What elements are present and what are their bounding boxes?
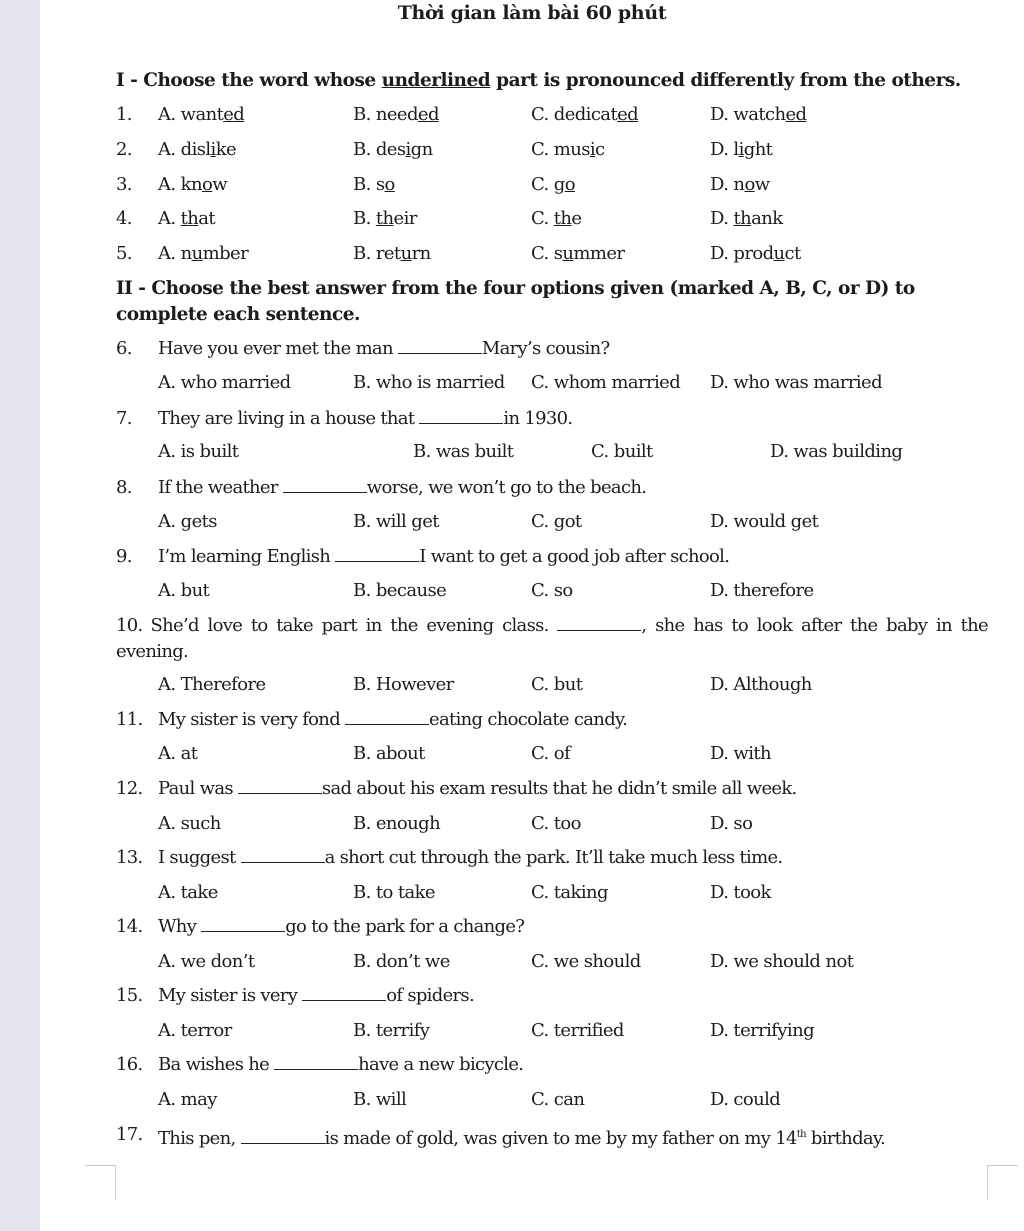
answer-option[interactable]: B. enough — [353, 813, 441, 834]
answer-option[interactable]: C. too — [531, 813, 581, 834]
viewer-left-margin — [0, 0, 40, 1231]
question-text-part: , she has to look after the baby in the evening. — [116, 615, 988, 662]
underlined-part: u — [773, 243, 785, 264]
answer-option[interactable]: B. was built — [413, 441, 514, 462]
question-text-part: Have you ever met the man — [158, 338, 398, 359]
underlined-part: i — [405, 139, 411, 160]
question-text — [158, 707, 627, 732]
question-text-part: Ba wishes he — [158, 1054, 275, 1075]
answer-option[interactable]: D. took — [710, 882, 771, 903]
underlined-part: th — [553, 208, 572, 229]
answer-blank[interactable] — [201, 917, 285, 932]
section-1-heading: I - Choose the word whose underlined part is pronounced differently from the others. — [116, 70, 961, 91]
answer-option[interactable] — [531, 172, 575, 197]
answer-option[interactable]: D. with — [710, 743, 772, 764]
option-text: A. — [158, 208, 181, 229]
answer-option[interactable]: D. was building — [770, 441, 903, 462]
option-text: C. — [531, 208, 554, 229]
option-text: at — [198, 208, 216, 229]
option-text: A. n — [158, 243, 192, 264]
option-text: D. prod — [710, 243, 774, 264]
answer-option[interactable]: C. so — [531, 580, 573, 601]
option-text: ank — [751, 208, 783, 229]
answer-option[interactable] — [531, 206, 581, 231]
question-text-part: worse, we won’t go to the beach. — [366, 477, 647, 498]
answer-option[interactable] — [158, 241, 248, 266]
answer-option[interactable]: A. at — [158, 743, 198, 764]
question-text-part: Paul was — [158, 778, 238, 799]
answer-blank[interactable] — [302, 986, 386, 1001]
question-text — [158, 336, 609, 361]
answer-option[interactable]: B. don’t we — [353, 951, 450, 972]
answer-option[interactable] — [353, 102, 439, 127]
answer-option[interactable] — [531, 102, 638, 127]
question-text-part: is made of gold, was given to me by my father on my 14 — [324, 1128, 797, 1149]
answer-option[interactable]: D. so — [710, 813, 753, 834]
answer-option[interactable]: D. would get — [710, 511, 819, 532]
underlined-part: i — [738, 139, 744, 160]
question-text-part: I suggest — [158, 847, 241, 868]
answer-blank[interactable] — [335, 547, 419, 562]
answer-blank[interactable] — [345, 710, 429, 725]
underlined-part: ed — [617, 104, 639, 125]
underlined-part: u — [400, 243, 412, 264]
answer-option[interactable]: B. about — [353, 743, 425, 764]
answer-option[interactable]: B. will get — [353, 511, 439, 532]
page-title: Thời gian làm bài 60 phút — [397, 2, 667, 24]
question-text-part: in 1930. — [503, 408, 573, 429]
answer-option[interactable]: D. who was married — [710, 372, 883, 393]
answer-option[interactable] — [158, 172, 227, 197]
underlined-part: th — [375, 208, 394, 229]
option-text: C. mus — [531, 139, 590, 160]
question-number: 10. — [116, 615, 143, 636]
answer-option[interactable] — [353, 172, 395, 197]
question-text-part: go to the park for a change? — [285, 916, 525, 937]
answer-option[interactable]: C. but — [531, 674, 583, 695]
answer-blank[interactable] — [274, 1055, 358, 1070]
document-page — [40, 0, 1024, 1231]
question-text — [116, 615, 988, 662]
answer-option[interactable]: A. take — [158, 882, 218, 903]
answer-option[interactable] — [710, 102, 806, 127]
underlined-part: ed — [417, 104, 439, 125]
question-text-part: Mary’s cousin? — [481, 338, 610, 359]
answer-option[interactable]: C. whom married — [531, 372, 681, 393]
option-text: c — [595, 139, 605, 160]
question-number: 6. — [116, 338, 132, 359]
option-text: A. kn — [158, 174, 202, 195]
answer-option[interactable] — [353, 241, 431, 266]
option-text: C. g — [531, 174, 565, 195]
answer-blank[interactable] — [557, 616, 641, 631]
option-text: C. s — [531, 243, 563, 264]
answer-option[interactable]: D. therefore — [710, 580, 814, 601]
option-text: ke — [215, 139, 237, 160]
question-text-part: birthday. — [805, 1128, 886, 1149]
answer-blank[interactable] — [241, 1129, 325, 1144]
question-text-part: They are living in a house that — [158, 408, 420, 429]
question-text — [158, 983, 474, 1008]
section-2-heading: II - Choose the best answer from the four options given (marked A, B, C, or D) to complete each sentence. — [116, 278, 915, 325]
answer-option[interactable]: D. could — [710, 1089, 781, 1110]
option-text: B. need — [353, 104, 418, 125]
question-number: 15. — [116, 985, 143, 1006]
question-number: 17. — [116, 1124, 143, 1145]
underlined-part: u — [191, 243, 203, 264]
answer-option[interactable]: D. we should not — [710, 951, 854, 972]
option-text: B. s — [353, 174, 385, 195]
option-text: D. n — [710, 174, 745, 195]
option-text: B. ret — [353, 243, 401, 264]
answer-blank[interactable] — [238, 779, 322, 794]
option-text: D. watch — [710, 104, 786, 125]
question-text — [158, 1052, 523, 1077]
question-number: 1. — [116, 104, 132, 125]
question-text-part: have a new bicycle. — [358, 1054, 524, 1075]
answer-option[interactable]: C. can — [531, 1089, 585, 1110]
option-text: e — [571, 208, 582, 229]
question-text — [158, 845, 782, 870]
page-corner-mark-left — [85, 1165, 116, 1200]
answer-option[interactable]: C. got — [531, 511, 582, 532]
underlined-part: u — [562, 243, 574, 264]
answer-option[interactable] — [710, 206, 783, 231]
option-text: w — [212, 174, 228, 195]
answer-option[interactable]: B. However — [353, 674, 454, 695]
question-number: 4. — [116, 208, 132, 229]
answer-option[interactable] — [158, 206, 215, 231]
answer-option[interactable]: C. we should — [531, 951, 641, 972]
underlined-part: ed — [785, 104, 807, 125]
answer-option[interactable]: A. who married — [158, 372, 291, 393]
option-text: D. l — [710, 139, 739, 160]
question-number: 3. — [116, 174, 132, 195]
question-text-part: She’d love to take part in the evening class. — [150, 615, 558, 636]
question-number: 5. — [116, 243, 132, 264]
question-text — [158, 406, 572, 431]
answer-option[interactable]: B. terrify — [353, 1020, 430, 1041]
option-text: B. des — [353, 139, 406, 160]
answer-option[interactable] — [531, 241, 624, 266]
underlined-part: th — [733, 208, 752, 229]
answer-option[interactable]: C. built — [591, 441, 653, 462]
page-corner-mark-right — [987, 1165, 1018, 1200]
question-text — [158, 1122, 885, 1151]
option-text: ct — [784, 243, 801, 264]
answer-option[interactable]: D. Although — [710, 674, 812, 695]
question-text-part: Why — [158, 916, 202, 937]
answer-option[interactable] — [353, 206, 417, 231]
option-text: B. — [353, 208, 376, 229]
question-number: 7. — [116, 408, 132, 429]
question-number: 13. — [116, 847, 143, 868]
answer-option[interactable]: A. terror — [158, 1020, 232, 1041]
option-text: C. dedicat — [531, 104, 618, 125]
option-text: D. — [710, 208, 734, 229]
underlined-part: o — [564, 174, 575, 195]
answer-option[interactable]: C. terrified — [531, 1020, 624, 1041]
answer-blank[interactable] — [398, 339, 482, 354]
question-text — [158, 475, 646, 500]
answer-option[interactable]: C. taking — [531, 882, 608, 903]
answer-option[interactable]: A. we don’t — [158, 951, 255, 972]
question-text-part: I want to get a good job after school. — [419, 546, 730, 567]
underlined-part: ed — [223, 104, 245, 125]
question-text — [158, 544, 729, 569]
underlined-part: o — [744, 174, 755, 195]
answer-option[interactable] — [710, 241, 801, 266]
underlined-part: i — [589, 139, 596, 160]
question-number: 16. — [116, 1054, 143, 1075]
question-text-part: If the weather — [158, 477, 283, 498]
option-text: ght — [743, 139, 773, 160]
option-text: A. want — [158, 104, 224, 125]
question-text-part: sad about his exam results that he didn’t smile all week. — [321, 778, 797, 799]
answer-option[interactable] — [158, 102, 244, 127]
answer-option[interactable] — [710, 137, 772, 162]
answer-option[interactable] — [710, 172, 770, 197]
question-text-part: of spiders. — [386, 985, 474, 1006]
answer-option[interactable]: A. is built — [158, 441, 239, 462]
question-text-part: This pen, — [158, 1128, 241, 1149]
option-text: mmer — [573, 243, 625, 264]
answer-blank[interactable] — [283, 478, 367, 493]
ordinal-suffix: th — [796, 1129, 806, 1140]
answer-option[interactable]: A. such — [158, 813, 221, 834]
underlined-part: i — [210, 139, 216, 160]
answer-option[interactable]: B. will — [353, 1089, 407, 1110]
question-number: 8. — [116, 477, 132, 498]
question-number: 2. — [116, 139, 132, 160]
answer-option[interactable]: A. but — [158, 580, 210, 601]
underlined-part: o — [384, 174, 395, 195]
underlined-part: o — [201, 174, 213, 195]
underlined-part: th — [180, 208, 199, 229]
question-text-part: a short cut through the park. It’ll take much less time. — [324, 847, 783, 868]
question-text-part: My sister is very fond — [158, 709, 346, 730]
answer-option[interactable] — [353, 137, 433, 162]
answer-option[interactable]: B. to take — [353, 882, 435, 903]
option-text: A. disl — [158, 139, 211, 160]
question-text-part: My sister is very — [158, 985, 303, 1006]
question-number: 14. — [116, 916, 143, 937]
option-text: rn — [411, 243, 431, 264]
question-number: 11. — [116, 709, 143, 730]
answer-option[interactable]: A. gets — [158, 511, 217, 532]
question-number: 12. — [116, 778, 143, 799]
answer-option[interactable] — [158, 137, 236, 162]
answer-blank[interactable] — [241, 848, 325, 863]
answer-option[interactable]: C. of — [531, 743, 571, 764]
answer-option[interactable]: B. because — [353, 580, 447, 601]
question-text — [158, 914, 524, 939]
option-text: w — [754, 174, 770, 195]
option-text: mber — [202, 243, 249, 264]
question-text — [158, 776, 797, 801]
answer-option[interactable] — [531, 137, 605, 162]
question-text-part: I’m learning English — [158, 546, 336, 567]
option-text: eir — [393, 208, 417, 229]
question-number: 9. — [116, 546, 132, 567]
question-text-part: eating chocolate candy. — [429, 709, 628, 730]
question-row — [116, 613, 988, 665]
answer-option[interactable]: D. terrifying — [710, 1020, 814, 1041]
answer-option[interactable]: A. Therefore — [158, 674, 266, 695]
answer-option[interactable]: B. who is married — [353, 372, 505, 393]
answer-option[interactable]: A. may — [158, 1089, 217, 1110]
option-text: gn — [410, 139, 433, 160]
answer-blank[interactable] — [419, 409, 503, 424]
